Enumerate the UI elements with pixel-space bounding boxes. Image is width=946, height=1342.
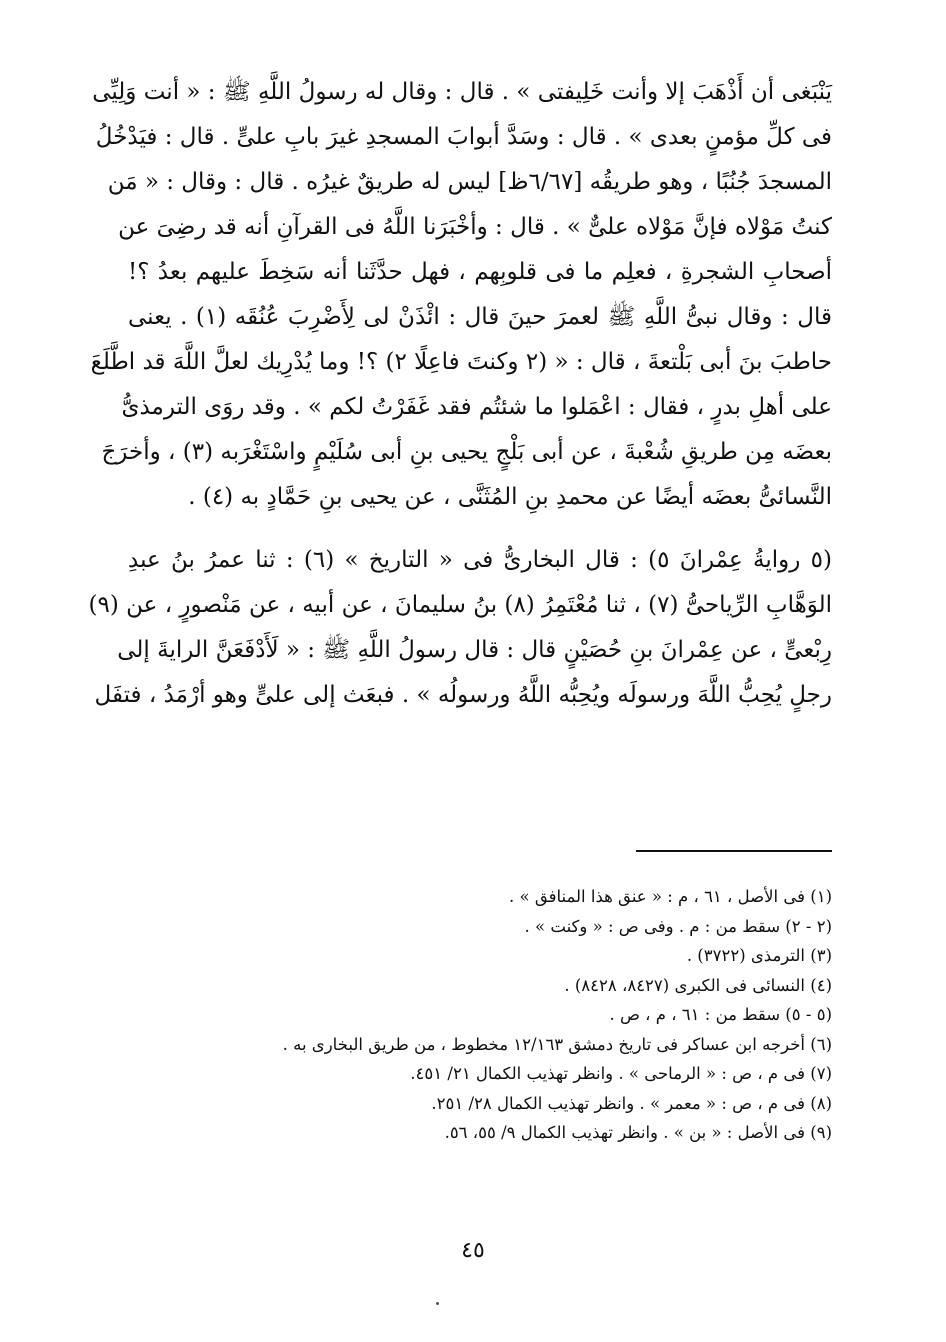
paragraph-1 [90, 70, 832, 520]
text-line: (٥ روايةُ عِمْرانَ ٥) : قال البخارىُّ فى « التاريخ » (٦) : ثنا عمرُ بنُ عبدِ [128, 547, 833, 573]
footnote: (٣) الترمذى (٣٧٢٢) . [686, 946, 832, 965]
footnote: (٢ - ٢) سقط من : م . وفى ص : « وكنت » . [524, 916, 832, 936]
footnote: (٩) فى الأصل : « بن » . وانظر تهذيب الكمال ٩/ ٥٥، ٥٦. [444, 1123, 832, 1142]
text-line: قال : وقال نبىُّ اللَّهِ ﷺ لعمرَ حينَ قال : ائْذَنْ لى لِأَضْرِبَ عُنُقَه (١) . يعنى [128, 304, 832, 330]
footnote: (٥ - ٥) سقط من : ٦١ ، م ، ص . [609, 1005, 832, 1024]
text-line: المسجدَ جُنُبًا ، وهو طريقُه [٦/٦٧ظ] ليس له طريقٌ غيرُه . قال : وقال : « مَن [107, 169, 832, 195]
text-line: النَّسائىُّ بعضَه أيضًا عن محمدِ بنِ المُثَنَّى ، عن يحيى بنِ حَمَّادٍ به (٤) . [188, 484, 832, 510]
footnote: (٧) فى م ، ص : « الرماحى » . وانظر تهذيب الكمال ٢١/ ٤٥١. [410, 1064, 832, 1083]
footnotes [142, 882, 832, 1148]
text-line: الوَهَّابِ الرِّياحىُّ (٧) ، ثنا مُعْتَمِرُ (٨) بنُ سليمانَ ، عن أبيه ، عن مَنْصورٍ ، عن (٩) [88, 592, 832, 618]
footnote-separator [636, 850, 832, 852]
paragraph-gap [128, 520, 832, 538]
footnote: (٤) النسائى فى الكبرى (٨٤٢٧، ٨٤٢٨) . [564, 975, 832, 995]
footnote: (٨) فى م ، ص : « معمر » . وانظر تهذيب الكمال ٢٨/ ٢٥١. [431, 1093, 832, 1113]
text-line: حاطبَ بنَ أبى بَلْتعةَ ، قال : « (٢ وكنتَ فاعِلًا ٢) ؟! وما يُدْرِيك لعلَّ اللَّهَ قد اطَّلَعَ [90, 349, 832, 375]
text-line: كنتُ مَوْلاه فإنَّ مَوْلاه علىٌّ » . قال : وأخْبَرَنا اللَّهُ فى القرآنِ أنه قد رضِىَ عن [118, 214, 832, 240]
text-line: بعضَه مِن طريقِ شُعْبةَ ، عن أبى بَلْجٍ يحيى بنِ أبى سُلَيْمٍ واسْتَغْرَبه (٣) ، وأخرَجَ [101, 439, 832, 465]
text-line: رِبْعىٍّ ، عن عِمْرانَ بنِ حُصَيْنٍ قال : قال رسولُ اللَّهِ ﷺ : « لَأَدْفَعَنَّ الرايةَ إلى [117, 637, 832, 663]
scan-speck [436, 1302, 439, 1305]
footnote: (١) فى الأصل ، ٦١ ، م : « عنق هذا المنافق » . [508, 887, 832, 906]
text-line: يَنْبَغى أن أَذْهَبَ إلا وأنت خَلِيفتى » . قال : وقال له رسولُ اللَّهِ ﷺ : « أنت وَلِيِّى [92, 79, 832, 105]
text-line: فى كلِّ مؤمنٍ بعدى » . قال : وسَدَّ أبوابَ المسجدِ غيرَ بابِ علىٍّ . قال : فيَدْخُلُ [95, 124, 832, 150]
paragraph-2 [88, 538, 833, 718]
main-text [88, 70, 833, 718]
text-line: على أهلِ بدرٍ ، فقال : اعْمَلوا ما شئتُم فقد غَفَرْتُ لكم » . وقد روَى الترمذىُّ [121, 394, 832, 420]
footnote: (٦) أخرجه ابن عساكر فى تاريخ دمشق ١٢/١٦٣ مخطوط ، من طريق البخارى به . [282, 1034, 832, 1054]
text-line: رجلٍ يُحِبُّ اللَّهَ ورسولَه ويُحِبُّه اللَّهُ ورسولُه » . فبعَث إلى علىٍّ وهو أرْمَدُ ، فتفَل [94, 682, 832, 708]
page-number: ٤٥ [461, 1238, 485, 1263]
text-line: أصحابِ الشجرةِ ، فعلِم ما فى قلوبِهم ، فهل حدَّثَنا أنه سَخِطَ عليهم بعدُ ؟! [128, 259, 832, 285]
